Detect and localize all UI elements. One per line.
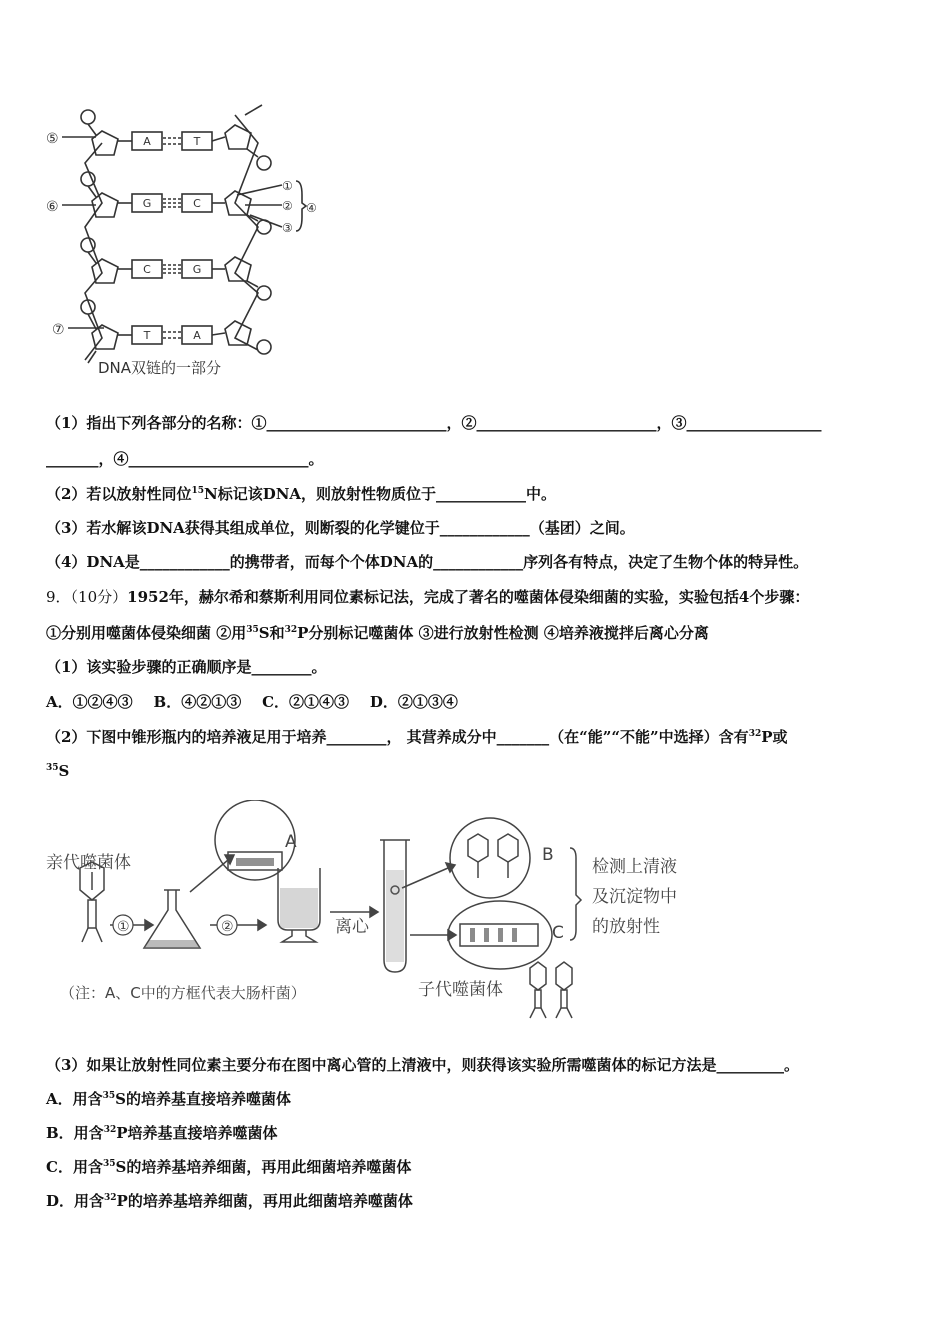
q8-part3: （3）若水解该DNA获得其组成单位，则断裂的化学键位于____________（基团）之间。 <box>46 519 635 537</box>
centrifuge-label: 离心 <box>335 917 369 937</box>
label-6: ⑥ <box>46 199 59 215</box>
label-4: ④ <box>306 201 317 215</box>
q9-part1-options: A．①②④③ B．④②①③ C．②①④③ D．②①③④ <box>46 693 458 711</box>
base-3-left: C <box>143 263 151 276</box>
q9-part2: （2）下图中锥形瓶内的培养液足用于培养________， 其营养成分中_______（在“能”“不能”中选择）含有$^{32}$P或 <box>46 728 788 746</box>
q9-part2-cont: $^{35}$S <box>46 762 70 780</box>
offspring-phage-label: 子代噬菌体 <box>418 980 503 1000</box>
phage-experiment-figure <box>40 800 720 1025</box>
figure-note: （注：A、C中的方框代表大肠杆菌） <box>60 984 306 1002</box>
dna-figure-caption: DNA双链的一部分 <box>98 359 222 377</box>
parent-phage-label: 亲代噬菌体 <box>46 853 131 873</box>
offspring-phage-icons <box>530 962 572 1018</box>
label-1: ① <box>282 179 293 193</box>
sugar-right-3 <box>225 257 251 281</box>
base-2-right: C <box>193 197 201 210</box>
conical-flask-icon <box>144 890 200 948</box>
label-c: C <box>552 923 564 943</box>
q9-option-d: D．用含$^{32}$P的培养基培养细菌，再用此细菌培养噬菌体 <box>46 1192 413 1210</box>
detect-line-3: 的放射性 <box>592 917 660 937</box>
q9-part1: （1）该实验步骤的正确顺序是________。 <box>46 658 327 676</box>
q9-option-c: C．用含$^{35}$S的培养基培养细菌，再用此细菌培养噬菌体 <box>46 1158 412 1176</box>
base-3-right: G <box>192 263 202 276</box>
detect-line-1: 检测上清液 <box>592 857 677 877</box>
q9-option-b: B．用含$^{32}$P培养基直接培养噬菌体 <box>46 1124 278 1142</box>
label-5: ⑤ <box>46 131 59 147</box>
q8-part1-line1: （1）指出下列各部分的名称：①________________________，②________________________，③__________________ <box>46 414 822 432</box>
step-2-label: ② <box>221 919 234 935</box>
circle-b-supernatant <box>450 818 530 898</box>
label-a: A <box>285 832 297 852</box>
label-2: ② <box>282 199 293 213</box>
q8-part4: （4）DNA是____________的携带者，而每个个体DNA的____________序列各有特点，决定了生物个体的特异性。 <box>46 553 809 571</box>
phosphate-right-1 <box>257 156 271 170</box>
dna-double-strand-figure <box>40 95 340 385</box>
step-1-label: ① <box>117 919 130 935</box>
dna-right-backbone <box>235 115 258 350</box>
label-b: B <box>542 845 554 865</box>
phosphate-left-3 <box>81 238 95 252</box>
q8-part2: （2）若以放射性同位$^{15}$N标记该DNA，则放射性物质位于____________中。 <box>46 485 557 503</box>
phosphate-left-1 <box>81 110 95 124</box>
q9-option-a: A．用含$^{35}$S的培养基直接培养噬菌体 <box>46 1090 292 1108</box>
phosphate-right-3 <box>257 286 271 300</box>
base-2-left: G <box>142 197 152 210</box>
base-4-right: A <box>193 329 201 342</box>
base-4-left: T <box>143 329 151 342</box>
label-7: ⑦ <box>52 322 65 338</box>
q9-steps: ①分别用噬菌体侵染细菌 ②用$^{35}$S和$^{32}$P分别标记噬菌体 ③进行放射性检测 ④培养液搅拌后离心分离 <box>46 624 709 642</box>
base-1-left: A <box>143 135 151 148</box>
q9-stem: 9．（10分）1952年，赫尔希和蔡斯利用同位素标记法，完成了著名的噬菌体侵染细菌的实验，实验包括4个步骤： <box>46 588 810 606</box>
detect-line-2: 及沉淀物中 <box>592 887 677 907</box>
q8-part1-line2: _______，④________________________。 <box>46 450 324 468</box>
label-3: ③ <box>282 221 293 235</box>
phosphate-left-2 <box>81 172 95 186</box>
parent-phage-icon <box>80 862 104 942</box>
phosphate-right-4 <box>257 340 271 354</box>
q9-part3: （3）如果让放射性同位素主要分布在图中离心管的上清液中，则获得该实验所需噬菌体的标记方法是_________。 <box>46 1056 799 1074</box>
circle-a-detail <box>215 800 295 880</box>
base-1-right: T <box>193 135 201 148</box>
